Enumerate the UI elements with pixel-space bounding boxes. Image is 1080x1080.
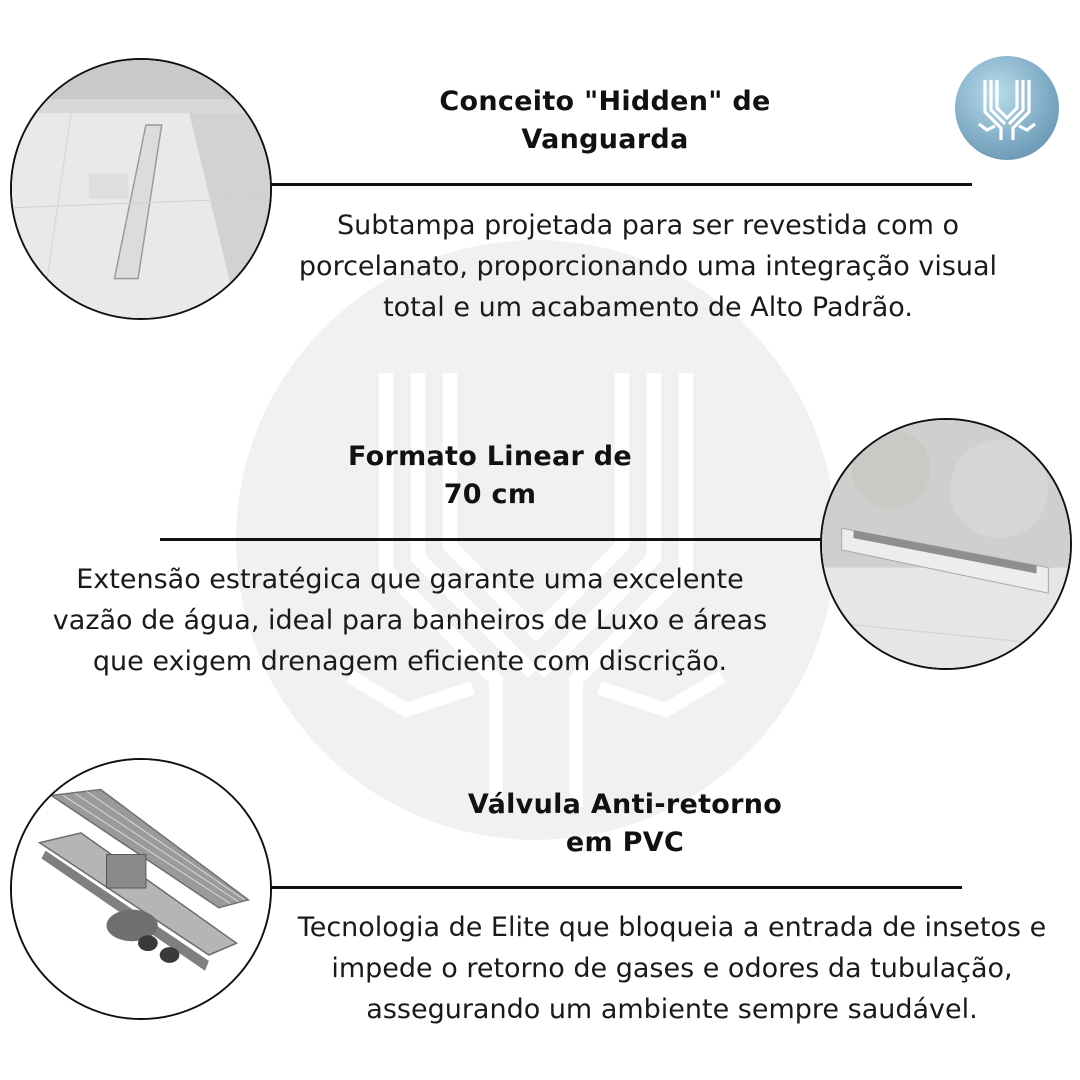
description-line: impede o retorno de gases e odores da tubulação, — [331, 953, 1013, 984]
section-title-line: Formato Linear de — [347, 441, 633, 472]
section-title-line: Vanguarda — [521, 124, 689, 155]
section-title-line: Conceito "Hidden" de — [439, 86, 771, 117]
description-line: total e um acabamento de Alto Padrão. — [383, 292, 913, 323]
section-title — [380, 83, 830, 159]
description-line: que exigem drenagem eficiente com discrição. — [92, 646, 728, 677]
section-description — [0, 559, 820, 682]
photo-drain-valve — [10, 758, 272, 1020]
section-title — [400, 786, 850, 862]
description-line: porcelanato, proporcionando uma integração visual — [298, 251, 998, 282]
divider-line — [270, 183, 972, 186]
divider-line — [160, 538, 822, 541]
description-line: Tecnologia de Elite que bloqueia a entrada de insetos e — [297, 912, 1047, 943]
brand-logo-icon — [955, 56, 1059, 160]
section-title-line: 70 cm — [443, 479, 537, 510]
section-title-line: em PVC — [565, 827, 685, 858]
description-line: assegurando um ambiente sempre saudável. — [366, 994, 978, 1025]
photo-linear-drain — [820, 418, 1072, 670]
section-description — [262, 205, 1034, 328]
photo-hidden-drain — [10, 58, 272, 320]
description-line: vazão de água, ideal para banheiros de Luxo e áreas — [52, 605, 768, 636]
section-description — [268, 907, 1076, 1030]
description-line: Subtampa projetada para ser revestida com o — [337, 210, 959, 241]
section-title — [290, 438, 690, 514]
description-line: Extensão estratégica que garante uma excelente — [76, 564, 744, 595]
section-title-line: Válvula Anti-retorno — [467, 789, 783, 820]
divider-line — [270, 886, 962, 889]
